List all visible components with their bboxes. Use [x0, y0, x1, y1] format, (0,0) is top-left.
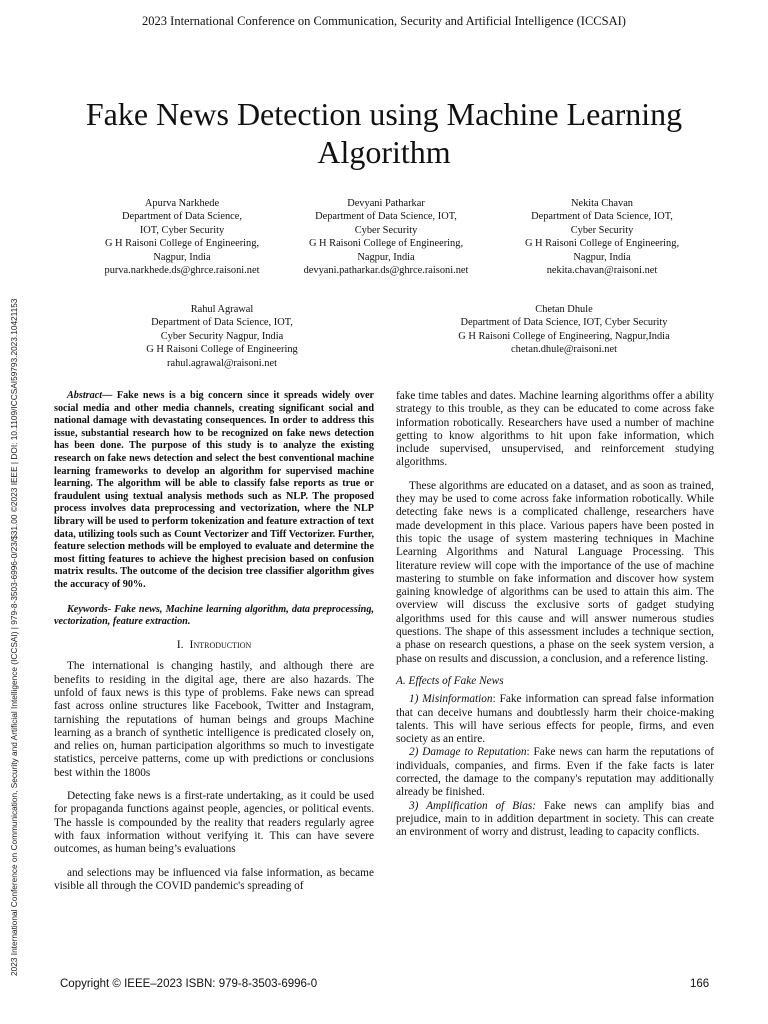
effect-item-label: 3) Amplification of Bias:	[409, 799, 537, 812]
effect-item-label: 2) Damage to Reputation	[409, 746, 527, 759]
author-affiliation: Nagpur, India	[153, 251, 211, 263]
author-block-5	[418, 303, 710, 357]
effect-item-3	[396, 800, 714, 840]
author-affiliation: Nagpur, India	[573, 251, 631, 263]
subsection-heading: A. Effects of Fake News	[396, 674, 504, 687]
footer-copyright: Copyright © IEEE–2023 ISBN: 979-8-3503-6996-0	[60, 978, 318, 990]
intro-paragraph-2: Detecting fake news is a first-rate undertaking, as it could be used for propaganda functions against people, agencies, or political events. The hassle is compounded by the reality that readers regularly agree with faux information without verifying it. This can have severe outcomes, as human being’s evaluations	[54, 790, 374, 856]
author-email: devyani.patharkar.ds@ghrce.raisoni.net	[303, 265, 469, 277]
author-name: Devyani Patharkar	[347, 198, 425, 209]
author-affiliation: G H Raisoni College of Engineering,	[524, 238, 680, 250]
author-block-2	[279, 197, 493, 277]
author-email: chetan.dhule@raisoni.net	[511, 344, 617, 356]
author-block-1	[72, 197, 292, 277]
author-affiliation: G H Raisoni College of Engineering,	[104, 238, 260, 250]
section-title: Introduction	[189, 637, 252, 652]
author-affiliation: G H Raisoni College of Engineering	[146, 344, 298, 356]
left-column	[54, 390, 374, 893]
author-affiliation: Cyber Security	[354, 224, 418, 236]
author-affiliation: G H Raisoni College of Engineering,	[308, 238, 464, 250]
effect-item-2	[396, 746, 714, 799]
abstract-lead: Abstract	[67, 390, 103, 401]
author-affiliation: Department of Data Science, IOT,	[315, 211, 457, 223]
author-affiliation: Department of Data Science, IOT, Cyber Security	[460, 317, 668, 329]
author-affiliation: Cyber Security	[570, 224, 634, 236]
right-paragraph-1: fake time tables and dates. Machine learning algorithms offer a ability strategy to this trouble, as they can be educated to come across fake information robotically. Researchers have used a number of machine getting to know algorithms to hit upon fake information, which include supervised, unsupervised, and reinforcement studying algorithms.	[396, 390, 714, 469]
right-column	[396, 390, 714, 840]
right-paragraph-2: These algorithms are educated on a dataset, and as soon as trained, they may be used to come across fake information robotically. While detecting fake news is a complicated challenge, researchers have made development in this place. Various papers have been posted in this topic the usage of system mastering techniques in Machine Learning Algorithms and Natural Language Processing. This literature review will cope with the importance of the use of machine mastering to stumble on fake information and discover how system gaining knowledge of algorithms can be used to attain this aim. The overview will discuss the exclusive sorts of gadget studying algorithms used for this cause and will answer numerous studies questions. The shape of this assessment includes a technique section, a phase on research questions, a phase on the seek system version, a phase on results and discussion, a conclusion, and a reference listing.	[396, 479, 714, 665]
doi-sidebar: 2023 International Conference on Communication, Security and Artificial Intelligence (ICCSAI) | 979-8-3503-6996-0/23/$31.00 ©2023 IEEE | DOI: 10.1109/ICCSAI59793.2023.10421153	[9, 298, 19, 976]
author-affiliation: IOT, Cyber Security	[139, 224, 225, 236]
author-email: purva.narkhede.ds@ghrce.raisoni.net	[104, 265, 260, 277]
abstract-text: — Fake news is a big concern since it spreads widely over social media and other media channels, creating significant social and national damage with devastating consequences. In order to address this issue, substantial research how to be recognized on fake news detection has been done. The purpose of this study is to analyze the existing research on fake news detection and select the best conventional machine learning frameworks to develop an algorithm for supervised machine learning. The algorithm will be able to classify false reports as true or fraudulent using textual analysis methods such as NLP. The proposed process involves data preprocessing and vectorization, where the NLP library will be used to perform tokenization and feature extraction of text data, utilizing tools such as Count Vectorizer and Tiff Vectorizer. Further, feature selection methods will be employed to evaluate and determine the most fitting features to achieve the highest precision based on confusion matrix results. The outcome of the decision tree classifier algorithm gives the accuracy of 90%.	[54, 390, 374, 590]
title-line-2: Algorithm	[317, 134, 451, 170]
effect-item-text: Fake news can amplify bias and prejudice, main to in addition department in society. This can create an environment of worry and distrust, leading to capacity conflicts.	[396, 799, 714, 839]
author-name: Nekita Chavan	[570, 198, 634, 209]
keywords: Keywords- Fake news, Machine learning algorithm, data preprocessing, vectorization, feature extraction.	[54, 603, 374, 628]
author-affiliation: Department of Data Science,	[121, 211, 242, 223]
page-number: 166	[690, 978, 710, 990]
author-block-4	[112, 303, 332, 370]
intro-paragraph-1: The international is changing hastily, and although there are benefits to residing in the digital age, there are also hazards. The unfold of faux news is this type of problems. Fake news can spread fast across online structures like Facebook, Twitter and Instagram, tarnishing the reputations of human beings and groups Machine learning as a branch of synthetic intelligence is predicated closely on, and relies on, human participation algorithms so much to investigate statistics, perceive patterns, come up with predictions or conclusions best within the 1800s	[54, 660, 374, 779]
author-block-3	[497, 197, 707, 277]
abstract	[54, 390, 374, 592]
author-affiliation: Cyber Security Nagpur, India	[160, 330, 284, 342]
author-email: nekita.chavan@raisoni.net	[546, 265, 658, 277]
author-affiliation: Department of Data Science, IOT,	[531, 211, 673, 223]
paper-title	[54, 95, 714, 171]
author-name: Rahul Agrawal	[190, 304, 254, 315]
author-name: Apurva Narkhede	[144, 198, 220, 209]
intro-paragraph-3: and selections may be influenced via false information, as became visible all through the COVID pandemic's spreading of	[54, 866, 374, 892]
author-affiliation: Nagpur, India	[357, 251, 415, 263]
author-name: Chetan Dhule	[535, 304, 593, 315]
conference-header: 2023 International Conference on Communication, Security and Artificial Intelligence (ICCSAI)	[142, 14, 626, 28]
author-email: rahul.agrawal@raisoni.net	[167, 357, 277, 369]
author-affiliation: Department of Data Science, IOT,	[151, 317, 293, 329]
section-number: I.	[176, 637, 184, 652]
author-affiliation: G H Raisoni College of Engineering, Nagpur,India	[458, 330, 670, 342]
effect-item-text: : Fake information can spread false information that can deceive humans and doubtlessly harm their choice-making talents. This will have serious effects for people, firms, and even society as an entire.	[396, 693, 715, 746]
effect-item-text: : Fake news can harm the reputations of individuals, companies, and firms. Even if the fake facts is later corrected, the damage to the company's reputation may additionally already be finished.	[396, 746, 714, 799]
effect-item-label: 1) Misinformation	[409, 693, 493, 706]
title-line-1: Fake News Detection using Machine Learning	[85, 96, 683, 132]
effect-item-1	[396, 693, 714, 746]
section-heading-introduction	[54, 638, 374, 651]
